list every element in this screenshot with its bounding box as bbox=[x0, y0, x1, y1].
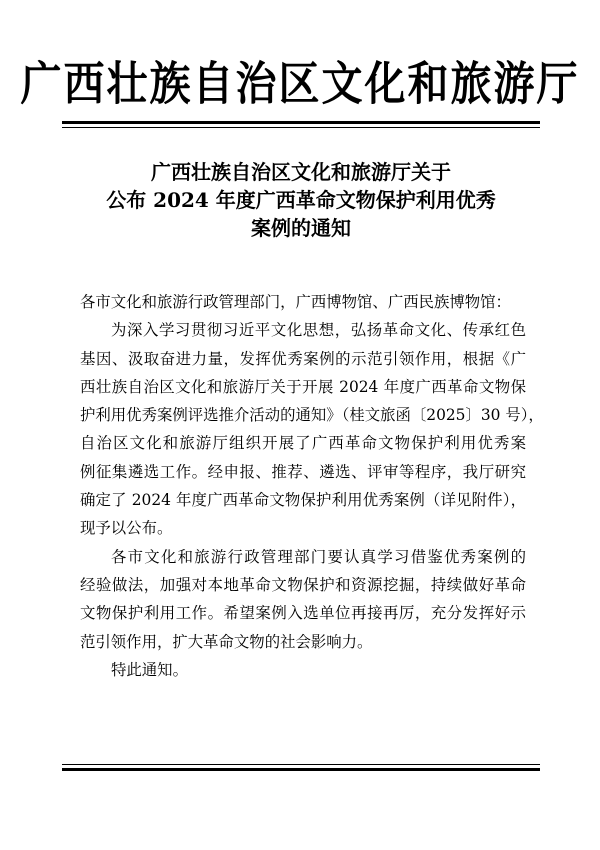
footer-rule-thick bbox=[62, 768, 540, 771]
closing-line: 特此通知。 bbox=[111, 660, 188, 679]
issuer-masthead: 广西壮族自治区文化和旅游厅 bbox=[20, 57, 580, 111]
paragraph-line: 西壮族自治区文化和旅游厅关于开展 2024 年度广西革命文物保 bbox=[80, 377, 526, 396]
paragraph-line: 经验做法，加强对本地革命文物保护和资源挖掘，持续做好革命 bbox=[80, 575, 526, 594]
paragraph-line: 护利用优秀案例评选推介活动的通知》（桂文旅函〔2025〕30 号）， bbox=[80, 406, 544, 425]
paragraph-2 bbox=[80, 543, 526, 656]
title-line: 公布 2024 年度广西革命文物保护利用优秀 bbox=[106, 188, 496, 212]
title-line: 广西壮族自治区文化和旅游厅关于 bbox=[151, 160, 451, 184]
salutation: 各市文化和旅游行政管理部门，广西博物馆、广西民族博物馆： bbox=[80, 293, 511, 311]
paragraph-line: 各市文化和旅游行政管理部门要认真学习借鉴优秀案例的 bbox=[111, 547, 526, 566]
paragraph-line: 范引领作用，扩大革命文物的社会影响力。 bbox=[80, 632, 373, 651]
paragraph-line: 为深入学习贯彻习近平文化思想，弘扬革命文化、传承红色 bbox=[111, 321, 526, 340]
paragraph-line: 现予以公布。 bbox=[80, 519, 173, 538]
masthead-rule-thin bbox=[62, 127, 540, 128]
paragraph-line: 自治区文化和旅游厅组织开展了广西革命文物保护利用优秀案 bbox=[80, 434, 526, 453]
paragraph-line: 文物保护利用工作。希望案例入选单位再接再厉，充分发挥好示 bbox=[80, 604, 526, 623]
document-title bbox=[62, 158, 540, 242]
footer-rule-thin bbox=[62, 764, 540, 765]
paragraph-1 bbox=[80, 316, 544, 542]
paragraph-line: 基因、汲取奋进力量，发挥优秀案例的示范引领作用，根据《广 bbox=[80, 349, 526, 368]
masthead-rule-thick bbox=[62, 121, 540, 124]
document-body bbox=[80, 288, 544, 684]
paragraph-line: 确定了 2024 年度广西革命文物保护利用优秀案例（详见附件）， bbox=[80, 491, 526, 510]
title-line: 案例的通知 bbox=[251, 216, 351, 240]
paragraph-line: 例征集遴选工作。经申报、推荐、遴选、评审等程序，我厅研究 bbox=[80, 462, 526, 481]
